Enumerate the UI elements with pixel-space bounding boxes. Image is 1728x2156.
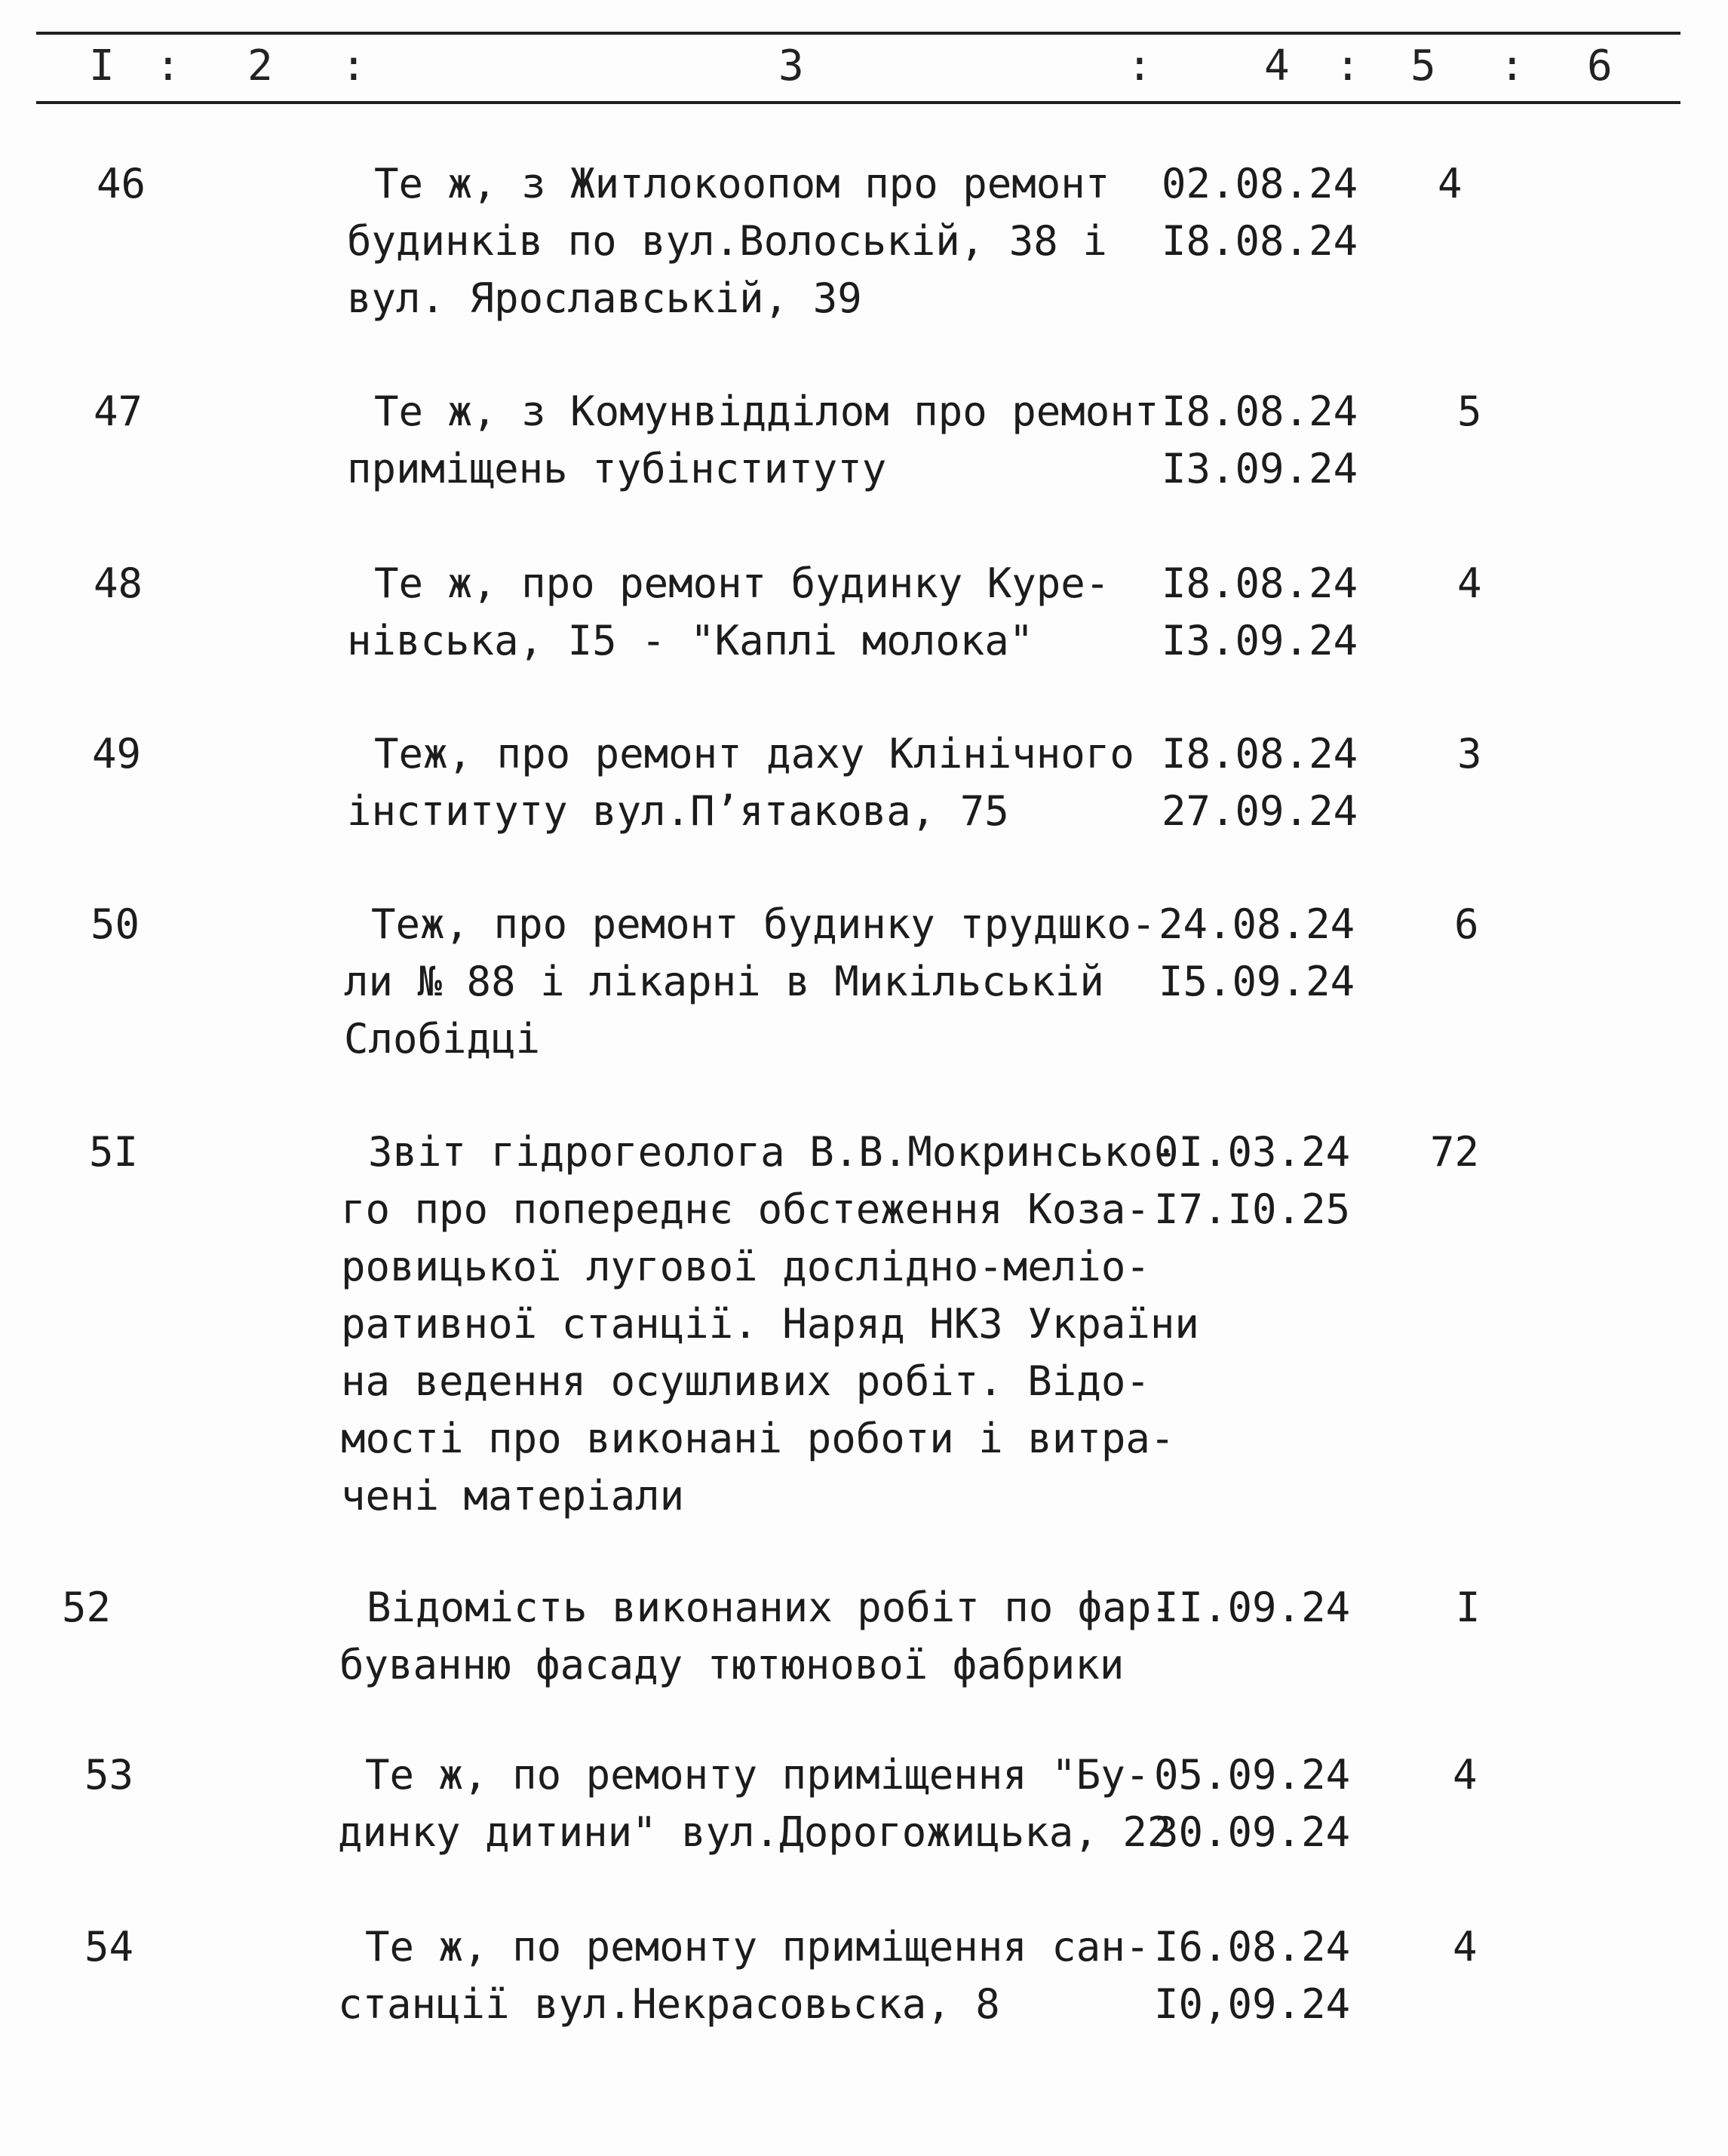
row-description: Те ж, з Житлокоопом про ремонт будинків по вул.Волоській, 38 і вул. Ярославській, 39 [347,160,1110,322]
column-separator: : [1335,41,1361,90]
row-sheet-count: 72 [1430,1128,1480,1176]
row-number: 54 [84,1923,134,1970]
row-dates: I6.08.24 I0,09.24 [1154,1923,1351,2028]
column-separator: : [155,41,181,90]
row-description: Те ж, з Комунвідділом про ремонт приміщень тубінституту [347,388,1159,492]
row-dates: I8.08.24 I3.09.24 [1162,560,1358,664]
row-sheet-count: I [1456,1584,1481,1631]
row-description: Звіт гідрогеолога В.В.Мокринсько- го про попереднє обстеження Коза- ровицької лугової дослідно-меліо- ративної станції. Наряд НКЗ України на ведення осушливих робіт. Відо- мості про виконані роботи і витра- чені матеріали [341,1128,1199,1520]
row-sheet-count: 5 [1457,388,1482,435]
column-header-3: 3 [778,41,804,90]
column-header-4: 4 [1264,41,1290,90]
row-number: 48 [94,560,143,607]
row-number: 46 [97,160,146,207]
row-sheet-count: 4 [1438,160,1463,207]
column-separator: : [1499,41,1525,90]
row-number: 52 [62,1584,112,1631]
row-description: Те ж, про ремонт будинку Куре- нівська, I5 - "Каплі молока" [347,560,1110,664]
column-header-6: 6 [1587,41,1613,90]
column-header-1: I [89,41,115,90]
row-dates: I8.08.24 27.09.24 [1162,730,1358,835]
column-header-2: 2 [247,41,273,90]
row-sheet-count: 4 [1453,1923,1478,1970]
row-sheet-count: 4 [1453,1751,1478,1799]
row-dates: II.09.24 [1154,1584,1351,1631]
row-description: Відомість виконаних робіт по фар- буванню фасаду тютюнової фабрики [339,1584,1176,1688]
header-top-rule [36,32,1680,35]
row-number: 50 [91,900,140,948]
row-dates: 24.08.24 I5.09.24 [1159,900,1355,1005]
header-bottom-rule [36,101,1680,104]
row-sheet-count: 6 [1454,900,1479,948]
row-description: Теж, про ремонт даху Клінічного інституту вул.П’ятакова, 75 [347,730,1134,835]
column-separator: : [341,41,367,90]
row-dates: 05.09.24 30.09.24 [1154,1751,1351,1856]
row-dates: 0I.03.24 I7.I0.25 [1154,1128,1351,1233]
row-sheet-count: 3 [1457,730,1482,777]
row-number: 53 [84,1751,134,1799]
column-header-5: 5 [1410,41,1436,90]
row-dates: 02.08.24 I8.08.24 [1162,160,1358,265]
column-separator: : [1127,41,1153,90]
row-dates: I8.08.24 I3.09.24 [1162,388,1358,492]
row-number: 49 [92,730,142,777]
row-description: Теж, про ремонт будинку трудшко- ли № 88 і лікарні в Микільській Слобідці [344,900,1156,1063]
row-number: 5I [89,1128,139,1176]
row-description: Те ж, по ремонту приміщення сан- станції вул.Некрасовьска, 8 [338,1923,1150,2028]
row-number: 47 [94,388,143,435]
row-description: Те ж, по ремонту приміщення "Бу- динку дитини" вул.Дорогожицька, 22 [338,1751,1172,1856]
row-sheet-count: 4 [1457,560,1482,607]
